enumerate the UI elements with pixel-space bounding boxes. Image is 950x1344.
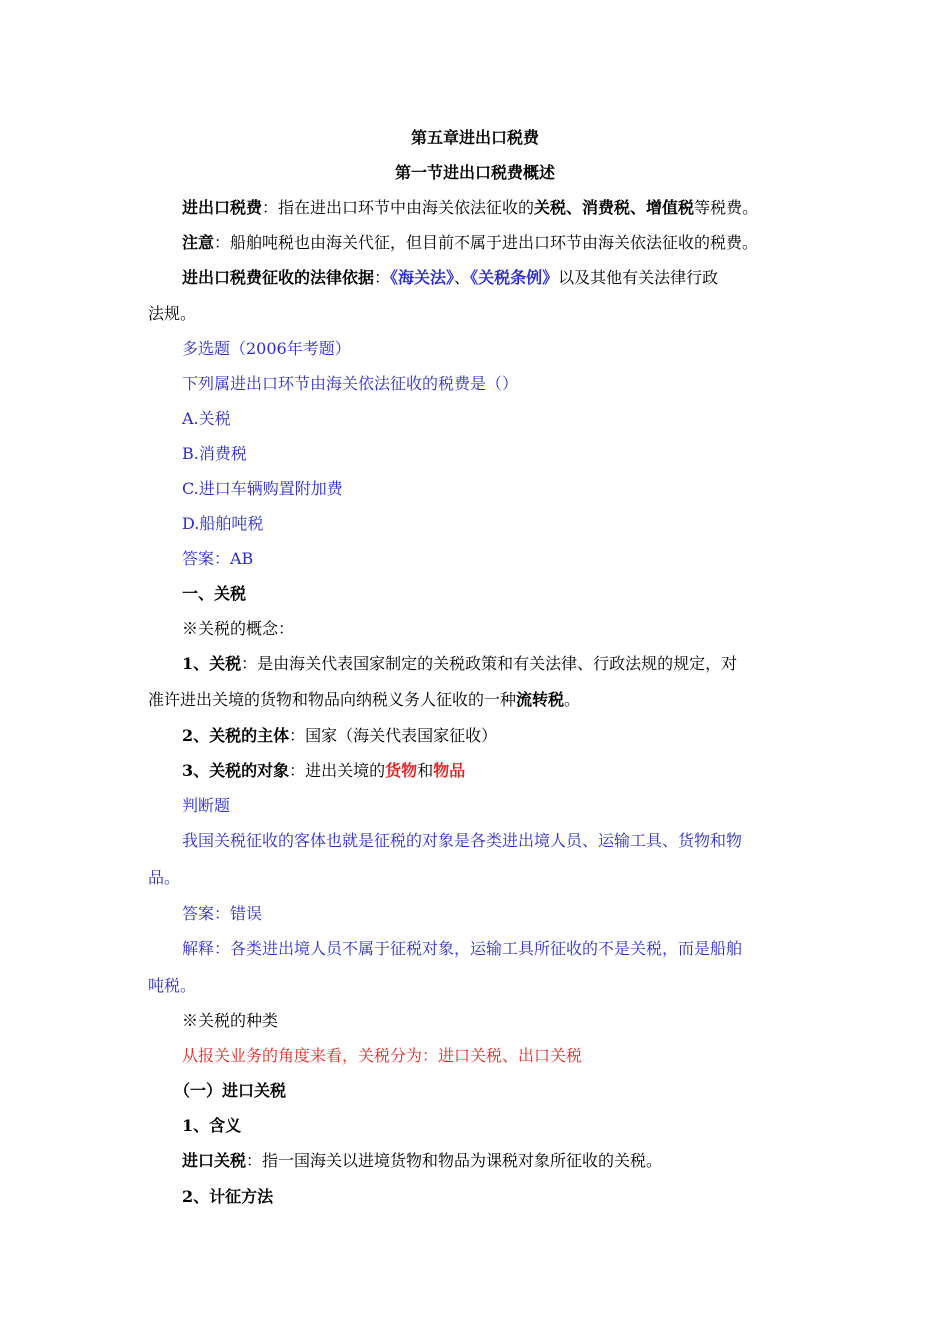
- colon: ：: [246, 1151, 263, 1170]
- subheading-meaning: 1、含义: [182, 1116, 242, 1135]
- item2-term: 2、关税的主体: [182, 726, 290, 745]
- item2: [182, 725, 842, 747]
- question2-explanation-line2: 吨税。: [148, 976, 197, 995]
- legal-basis-line1: [182, 267, 842, 289]
- and-word: 和: [417, 761, 434, 780]
- concept-heading: ※关税的概念：: [182, 619, 295, 638]
- section-title: 第一节进出口税费概述: [394, 163, 555, 182]
- colon: ：: [241, 654, 258, 673]
- question1-option-d: D.船舶吨税: [182, 514, 264, 533]
- law-tariff: 《关税条例》: [470, 268, 559, 287]
- question2-explanation-line1: 解释：各类进出境人员不属于征税对象，运输工具所征收的不是关税，而是船舶: [182, 939, 743, 958]
- colon: ：: [262, 198, 279, 217]
- question1-option-b: B.消费税: [182, 444, 247, 463]
- item2-text: 国家（海关代表国家征收）: [305, 726, 498, 745]
- item1-text: 是由海关代表国家制定的关税政策和有关法律、行政法规的规定，对: [257, 654, 738, 673]
- question1-stem: 下列属进出口环节由海关依法征收的税费是（）: [182, 374, 519, 393]
- legal-text: 以及其他有关法律行政: [558, 268, 719, 287]
- question1-answer: 答案：AB: [182, 549, 254, 568]
- legal-term: 进出口税费征收的法律依据: [182, 268, 375, 287]
- tax-list: 关税、消费税、增值税: [534, 198, 695, 217]
- definition-term: 进出口税费: [182, 198, 263, 217]
- definition-text: 指在进出口环节中由海关依法征收的: [278, 198, 535, 217]
- item1-text-cont: 准许进出关境的货物和物品向纳税义务人征收的一种: [148, 690, 517, 709]
- subheading-levy-method: 2、计征方法: [182, 1187, 274, 1206]
- goods-word: 货物: [385, 761, 418, 780]
- note-text: 船舶吨税也由海关代征，但目前不属于进出口环节由海关依法征收的税费。: [230, 233, 759, 252]
- note-term: 注意: [182, 233, 215, 252]
- definition-paragraph: [182, 197, 842, 219]
- articles-word: 物品: [433, 761, 466, 780]
- subheading-import-tariff: （一）进口关税: [174, 1081, 287, 1100]
- kinds-heading: ※关税的种类: [182, 1011, 279, 1030]
- question2-type: 判断题: [182, 796, 231, 815]
- item3-text: 进出关境的: [305, 761, 386, 780]
- note-paragraph: [182, 232, 842, 254]
- import-tariff-term: 进口关税: [182, 1151, 247, 1170]
- question1-option-a: A.关税: [182, 409, 231, 428]
- question2-stem-line2: 品。: [148, 868, 181, 887]
- colon: ：: [289, 726, 306, 745]
- colon: ：: [289, 761, 306, 780]
- item1-line1: [182, 653, 842, 675]
- import-tariff-definition: [182, 1150, 842, 1172]
- item3-term: 3、关税的对象: [182, 761, 290, 780]
- legal-basis-line2: 法规。: [148, 304, 197, 323]
- period: 。: [564, 690, 581, 709]
- chapter-title: 第五章进出口税费: [410, 128, 539, 147]
- question1-option-c: C.进口车辆购置附加费: [182, 479, 343, 498]
- separator: 、: [454, 268, 471, 287]
- item1-term: 1、关税: [182, 654, 242, 673]
- turnover-tax: 流转税: [516, 690, 565, 709]
- question2-stem-line1: 我国关税征收的客体也就是征税的对象是各类进出境人员、运输工具、货物和物: [182, 831, 743, 850]
- item1-line2: [148, 689, 808, 711]
- definition-text-end: 等税费。: [694, 198, 759, 217]
- kinds-text: 从报关业务的角度来看，关税分为：进口关税、出口关税: [182, 1046, 583, 1065]
- question2-answer: 答案：错误: [182, 904, 263, 923]
- import-tariff-text: 指一国海关以进境货物和物品为课税对象所征收的关税。: [262, 1151, 663, 1170]
- law-customs: 《海关法》: [390, 268, 455, 287]
- question1-type: 多选题（2006年考题）: [182, 339, 351, 358]
- item3: [182, 760, 842, 782]
- colon: ：: [214, 233, 231, 252]
- heading-tariff: 一、关税: [182, 584, 247, 603]
- colon: ：: [374, 268, 391, 287]
